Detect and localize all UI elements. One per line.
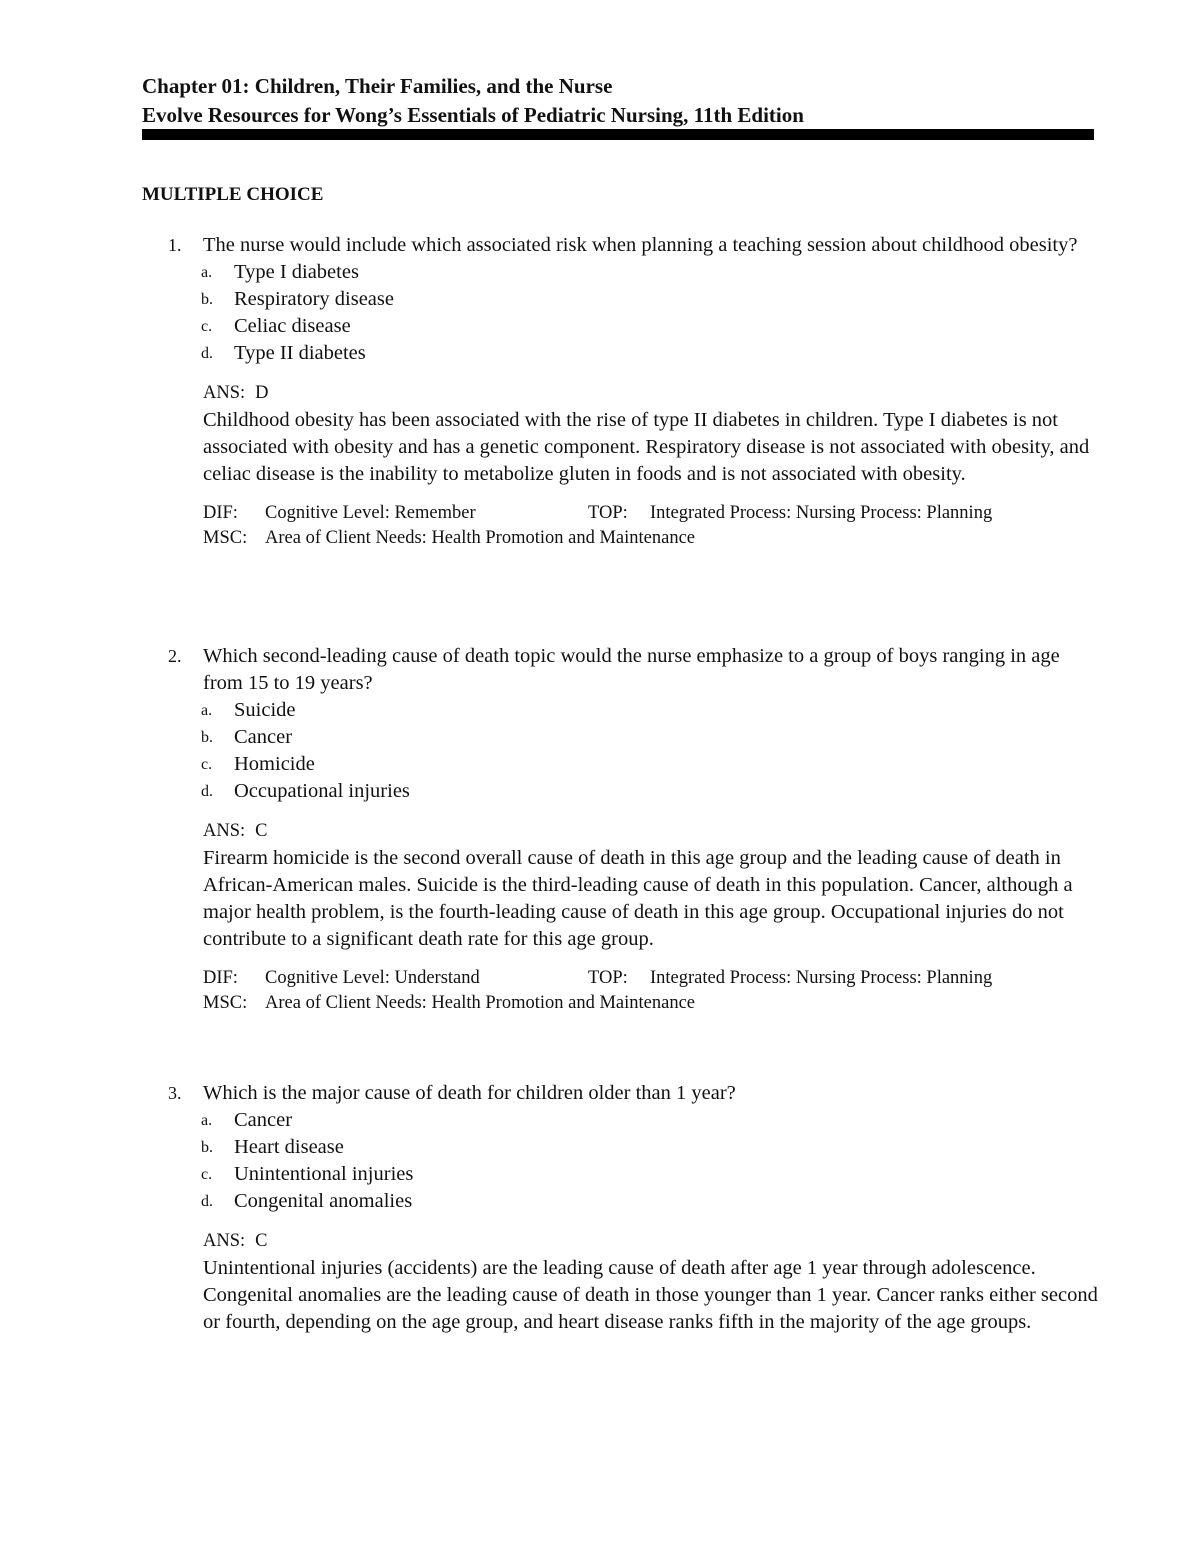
option-letter: b. — [201, 1139, 213, 1156]
answer-label: ANS: — [203, 821, 246, 841]
option-letter: b. — [201, 729, 213, 746]
question-body — [203, 1080, 1098, 1336]
option-text: Homicide — [234, 753, 315, 775]
answer-line — [203, 380, 1098, 407]
top-label: TOP: — [588, 968, 628, 988]
metadata-row — [203, 501, 1098, 526]
metadata-row — [203, 966, 1098, 991]
option-d — [203, 778, 1098, 805]
document-header — [142, 72, 1094, 130]
dif-label: DIF: — [203, 503, 238, 523]
top-value: Integrated Process: Nursing Process: Planning — [650, 503, 993, 523]
answer-value: C — [255, 821, 268, 841]
option-b — [203, 724, 1098, 751]
dif-value: Cognitive Level: Remember — [265, 503, 476, 523]
top-label: TOP: — [588, 503, 628, 523]
option-b — [203, 1134, 1098, 1161]
header-rule — [142, 129, 1094, 140]
option-letter: d. — [201, 345, 213, 362]
option-letter: d. — [201, 1193, 213, 1210]
option-a — [203, 697, 1098, 724]
question-number: 2. — [168, 646, 182, 666]
answer-rationale: Unintentional injuries (accidents) are the leading cause of death after age 1 year through adolescence. Congenital anomalies are the leading cause of death in those younger than 1 year. Cancer ranks either second or fourth, depending on the age group, and heart disease ranks fifth in the majority of the age groups. — [203, 1257, 1098, 1333]
option-a — [203, 259, 1098, 286]
answer-rationale: Childhood obesity has been associated with the rise of type II diabetes in children. Type I diabetes is not associated with obesity and has a genetic component. Respiratory disease is not associated with obesity, and celiac disease is the inability to metabolize gluten in foods and is not associated with obesity. — [203, 409, 1090, 485]
answer-label: ANS: — [203, 383, 246, 403]
question-metadata — [203, 966, 1098, 1016]
question-number: 1. — [168, 235, 182, 255]
question-body — [203, 643, 1098, 1016]
answer-value: D — [255, 383, 269, 403]
dif-value: Cognitive Level: Understand — [265, 968, 480, 988]
answer-rationale: Firearm homicide is the second overall cause of death in this age group and the leading cause of death in African-American males. Suicide is the third-leading cause of death in this population. Cancer, although a major health problem, is the fourth-leading cause of death in this age group. Occupational injuries do not contribute to a significant death rate for this age group. — [203, 847, 1073, 950]
option-text: Congenital anomalies — [234, 1190, 413, 1212]
option-letter: c. — [201, 318, 213, 335]
option-b — [203, 286, 1098, 313]
msc-value: Area of Client Needs: Health Promotion and Maintenance — [265, 993, 695, 1013]
option-text: Respiratory disease — [234, 288, 394, 310]
option-text: Unintentional injuries — [234, 1163, 414, 1185]
answer-options — [203, 259, 1098, 367]
question-body — [203, 232, 1098, 551]
option-letter: b. — [201, 291, 213, 308]
answer-options — [203, 1107, 1098, 1215]
option-c — [203, 751, 1098, 778]
answer-options — [203, 697, 1098, 805]
option-letter: d. — [201, 783, 213, 800]
question-number: 3. — [168, 1083, 182, 1103]
option-text: Cancer — [234, 726, 293, 748]
question-metadata — [203, 501, 1098, 551]
book-subtitle: Evolve Resources for Wong’s Essentials of Pediatric Nursing, 11th Edition — [142, 103, 804, 127]
option-text: Type II diabetes — [234, 342, 366, 364]
option-letter: c. — [201, 1166, 213, 1183]
option-c — [203, 1161, 1098, 1188]
option-d — [203, 1188, 1098, 1215]
msc-label: MSC: — [203, 993, 248, 1013]
section-heading: MULTIPLE CHOICE — [142, 184, 324, 205]
dif-label: DIF: — [203, 968, 238, 988]
option-text: Occupational injuries — [234, 780, 410, 802]
chapter-title: Chapter 01: Children, Their Families, and the Nurse — [142, 74, 613, 98]
answer-label: ANS: — [203, 1231, 246, 1251]
msc-label: MSC: — [203, 528, 248, 548]
option-d — [203, 340, 1098, 367]
answer-value: C — [255, 1231, 268, 1251]
option-letter: a. — [201, 1112, 213, 1129]
metadata-row — [203, 991, 1098, 1016]
option-letter: a. — [201, 702, 213, 719]
option-a — [203, 1107, 1098, 1134]
option-text: Cancer — [234, 1109, 293, 1131]
answer-line — [203, 818, 1098, 845]
option-letter: c. — [201, 756, 213, 773]
answer-line — [203, 1228, 1098, 1255]
metadata-row — [203, 526, 1098, 551]
question-stem: The nurse would include which associated risk when planning a teaching session about childhood obesity? — [203, 234, 1078, 256]
option-text: Type I diabetes — [234, 261, 359, 283]
option-text: Suicide — [234, 699, 296, 721]
msc-value: Area of Client Needs: Health Promotion and Maintenance — [265, 528, 695, 548]
option-c — [203, 313, 1098, 340]
option-letter: a. — [201, 264, 213, 281]
question-stem: Which second-leading cause of death topic would the nurse emphasize to a group of boys ranging in age from 15 to 19 years? — [203, 645, 1060, 694]
top-value: Integrated Process: Nursing Process: Planning — [650, 968, 993, 988]
question-stem: Which is the major cause of death for children older than 1 year? — [203, 1082, 736, 1104]
option-text: Heart disease — [234, 1136, 344, 1158]
option-text: Celiac disease — [234, 315, 351, 337]
